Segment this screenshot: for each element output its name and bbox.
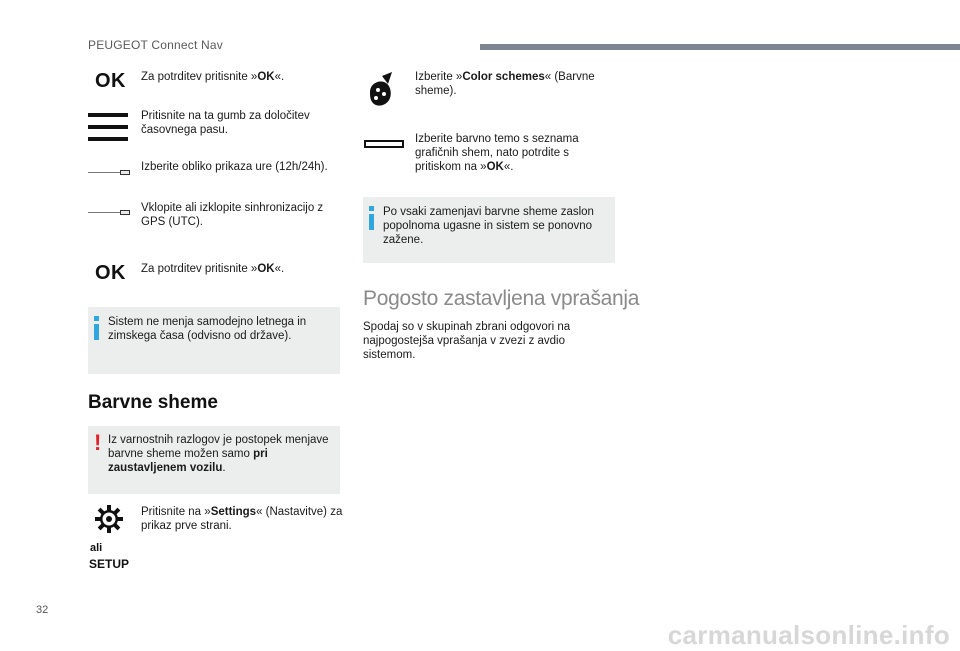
instruction-text: Izberite obliko prikaza ure (12h/24h). <box>141 161 328 173</box>
info-note <box>88 307 340 374</box>
header-bar <box>480 44 960 50</box>
palette-icon <box>364 70 404 110</box>
instruction-text: Za potrditev pritisnite »OK«. <box>141 71 285 83</box>
instruction-text: Za potrditev pritisnite »OK«. <box>141 263 285 275</box>
info-note-text: Sistem ne menja samodejno letnega in zimskega časa (odvisno od države). <box>108 316 307 342</box>
section-title: Barvne sheme <box>88 392 218 413</box>
instruction-text: Izberite barvno temo s seznama grafičnih shem, nato potrdite s pritiskom na »OK«. <box>415 133 579 173</box>
menu-icon <box>88 113 128 149</box>
or-label: ali <box>90 542 103 554</box>
watermark-site: carmanualsonline.info <box>667 620 950 650</box>
warning-note-text: Iz varnostnih razlogov je postopek menjave barvne sheme možen samo pri zaustavljenem vozilu. <box>108 434 329 474</box>
faq-title: Pogosto zastavljena vprašanja <box>363 287 640 310</box>
page-number: 32 <box>36 604 49 616</box>
slider-icon <box>88 210 130 216</box>
slider-icon <box>88 170 130 176</box>
info-note <box>363 197 615 263</box>
instruction-text: Izberite »Color schemes« (Barvne sheme). <box>415 71 595 97</box>
gear-icon <box>95 505 123 533</box>
ok-icon: OK <box>95 262 126 284</box>
list-button-icon <box>364 140 404 148</box>
instruction-text: Pritisnite na »Settings« (Nastavitve) za prikaz prve strani. <box>141 506 343 532</box>
instruction-text: Pritisnite na ta gumb za določitev časovnega pasu. <box>141 110 310 136</box>
instruction-text: Vklopite ali izklopite sinhronizacijo z GPS (UTC). <box>141 202 324 228</box>
header-title: PEUGEOT Connect Nav <box>88 38 223 52</box>
warning-icon: ! <box>94 430 102 455</box>
ok-icon: OK <box>95 70 126 92</box>
warning-note <box>88 426 340 494</box>
setup-label: SETUP <box>89 557 130 571</box>
info-note-text: Po vsaki zamenjavi barvne sheme zaslon popolnoma ugasne in sistem se ponovno zažene. <box>383 206 594 246</box>
faq-text: Spodaj so v skupinah zbrani odgovori na najpogostejša vprašanja v zvezi z avdio sistemom. <box>363 321 571 361</box>
